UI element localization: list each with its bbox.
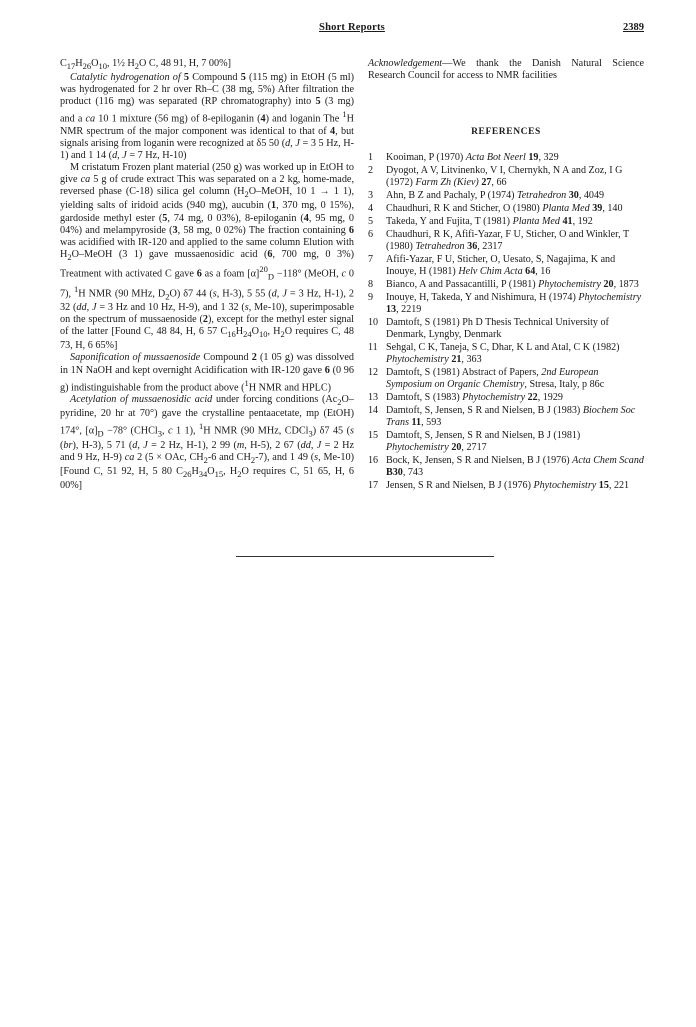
body-paragraph: $C_{17}H_{26}O_{10}$, 1½ $H_2O$ C, 48 91, H, 7 00%] bbox=[60, 58, 231, 72]
reference-text: Jensen, S R and Nielsen, B J (1976) Phytochemistry 15, 221 bbox=[386, 480, 630, 492]
running-head: Short Reports bbox=[319, 22, 385, 33]
reference-text: Takeda, Y and Fujita, T (1981) Planta Med 41, 192 bbox=[386, 216, 593, 228]
reference-number: 11 bbox=[368, 342, 378, 354]
references-heading: REFERENCES bbox=[471, 127, 541, 138]
reference-item bbox=[368, 190, 644, 202]
reference-text: Bianco, A and Passacantilli, P (1981) Phytochemistry 20, 1873 bbox=[386, 279, 639, 291]
reference-item bbox=[368, 317, 644, 341]
reference-number: 12 bbox=[368, 367, 379, 379]
reference-item bbox=[368, 405, 644, 429]
reference-text: Damtoft, S, Jensen, S R and Nielsen, B J (1981) Phytochemistry 20, 2717 bbox=[386, 430, 581, 454]
reference-item bbox=[368, 342, 644, 366]
reference-item bbox=[368, 480, 644, 492]
body-paragraph: Saponification of mussaenoside Compound 2 (1 05 g) was dissolved in 1N NaOH and kept overnight Acidification with IR-120 gave 6 (0 96 g) indistinguishable from the product above ($^1$H NMR and HPLC) bbox=[60, 352, 354, 393]
reference-number: 1 bbox=[368, 152, 374, 164]
reference-item bbox=[368, 203, 644, 215]
reference-text: Bock, K, Jensen, S R and Nielsen, B J (1976) Acta Chem Scand B30, 743 bbox=[386, 455, 644, 479]
reference-text: Dyogot, A V, Litvinenko, V I, Chernykh, N A and Zoz, I G (1972) Farm Zh (Kiev) 27, 66 bbox=[386, 165, 623, 189]
reference-item bbox=[368, 229, 644, 253]
reference-item bbox=[368, 430, 644, 454]
reference-text: Chaudhuri, R K and Sticher, O (1980) Planta Med 39, 140 bbox=[386, 203, 623, 215]
body-paragraph: Catalytic hydrogenation of 5 Compound 5 (115 mg) in EtOH (5 ml) was hydrogenated for 2 hr over Rh–C (38 mg, 5%) After filtration the product (116 mg) was separated (RP chromatography) into 5 (3 mg) and a ca 10 1 mixture (56 mg) of 8-epiloganin (4) and loganin The $^1$H NMR spectrum of the major component was identical to that of 4, but signals arising from loganin were recognized at δ5 50 (d, J = 3 5 Hz, H-1) and 1 14 (d, J = 7 Hz, H-10) bbox=[60, 72, 355, 162]
reference-number: 8 bbox=[368, 279, 374, 291]
body-paragraph: Acetylation of mussaenosidic acid under forcing conditions ($Ac_2O$–pyridine, 20 hr at 70°) gave the crystalline pentaacetate, mp (EtOH) 174°, $[\alpha]_D -78^\circ$ (CHCl$_3$, c 1 1), $^1$H NMR (90 MHz, CDCl$_3$) δ7 45 (s (br), H-3), 5 71 (d, J = 2 Hz, H-1), 2 99 (m, H-5), 2 67 (dd, J = 2 Hz and 9 Hz, H-9) ca 2 (5 × OAc, $CH_2-6$ and $CH_2-7$), and 1 49 (s, Me-10) [Found C, 51 92, H, 5 80 $C_{26}H_{34}O_{15}$, $H_2O$ requires C, 51 65, H, 6 00%] bbox=[60, 394, 355, 492]
reference-number: 5 bbox=[368, 216, 374, 228]
reference-number: 14 bbox=[368, 405, 379, 417]
reference-item bbox=[368, 279, 644, 291]
reference-text: Damtoft, S (1983) Phytochemistry 22, 1929 bbox=[386, 392, 563, 404]
reference-number: 2 bbox=[368, 165, 374, 177]
reference-number: 15 bbox=[368, 430, 379, 442]
reference-number: 9 bbox=[368, 292, 374, 304]
reference-item bbox=[368, 165, 644, 189]
reference-number: 16 bbox=[368, 455, 379, 467]
reference-text: Chaudhuri, R K, Afifi-Yazar, F U, Sticher, O and Winkler, T (1980) Tetrahedron 36, 2317 bbox=[386, 229, 629, 253]
reference-item bbox=[368, 455, 644, 479]
reference-number: 13 bbox=[368, 392, 379, 404]
reference-number: 4 bbox=[368, 203, 374, 215]
reference-item bbox=[368, 216, 644, 228]
reference-text: Ahn, B Z and Pachaly, P (1974) Tetrahedron 30, 4049 bbox=[386, 190, 605, 202]
reference-text: Kooiman, P (1970) Acta Bot Neerl 19, 329 bbox=[386, 152, 559, 164]
reference-item bbox=[368, 254, 644, 278]
reference-item bbox=[368, 292, 644, 316]
acknowledgement: Acknowledgement—We thank the Danish Natural Science Research Council for access to NMR facilities bbox=[368, 58, 644, 82]
reference-text: Damtoft, S (1981) Ph D Thesis Technical University of Denmark, Lyngby, Denmark bbox=[386, 317, 609, 341]
end-rule bbox=[236, 556, 494, 557]
reference-text: Afifi-Yazar, F U, Sticher, O, Uesato, S, Nagajima, K and Inouye, H (1981) Helv Chim Acta 64, 16 bbox=[386, 254, 616, 278]
reference-item bbox=[368, 152, 644, 164]
left-column bbox=[60, 58, 354, 492]
body-paragraph: M cristatum Frozen plant material (250 g) was worked up in EtOH to give ca 5 g of crude extract This was separated on a 2 kg, home-made, reversed phase (C-18) silica gel column ($H_2O$–MeOH, 10 1 → 1 1), yielding salts of iridoid acids (940 mg), aucubin (1, 370 mg, 0 15%), gardoside methyl ester (5, 74 mg, 0 03%), 8-epiloganin (4, 95 mg, 0 04%) and melampyroside (3, 58 mg, 0 02%) The fraction containing 6 was acidified with IR-120 and applied to the same column Elution with $H_2O$–MeOH (3 1) gave mussaenosidic acid (6, 700 mg, 0 3%) Treatment with activated C gave 6 as a foam $[\alpha]^{20}_D -118^\circ$ (MeOH, c 0 7), $^1$H NMR (90 MHz, $D_2O$) δ7 44 (s, H-3), 5 55 (d, J = 3 Hz, H-1), 2 32 (dd, J = 3 Hz and 10 Hz, H-9), and 1 32 (s, Me-10), superimposable on the spectrum of mussaenoside (2), except for the methyl ester signal of the latter [Found C, 48 84, H, 6 57 $C_{16}H_{24}O_{10}$, $H_2O$ requires C, 48 73, H, 6 65%] bbox=[60, 162, 355, 352]
reference-number: 10 bbox=[368, 317, 379, 329]
reference-number: 17 bbox=[368, 480, 379, 492]
reference-number: 7 bbox=[368, 254, 374, 266]
reference-number: 6 bbox=[368, 229, 374, 241]
reference-text: Inouye, H, Takeda, Y and Nishimura, H (1974) Phytochemistry 13, 2219 bbox=[386, 292, 642, 316]
reference-text: Damtoft, S (1981) Abstract of Papers, 2nd European Symposium on Organic Chemistry, Stresa, Italy, p 86c bbox=[386, 367, 605, 391]
reference-text: Damtoft, S, Jensen, S R and Nielsen, B J (1983) Biochem Soc Trans 11, 593 bbox=[386, 405, 636, 429]
page-number: 2389 bbox=[623, 22, 644, 33]
reference-item bbox=[368, 367, 644, 391]
page-header bbox=[60, 22, 644, 42]
reference-list bbox=[368, 152, 644, 492]
reference-item bbox=[368, 392, 644, 404]
right-column bbox=[368, 58, 644, 493]
reference-text: Sehgal, C K, Taneja, S C, Dhar, K L and Atal, C K (1982) Phytochemistry 21, 363 bbox=[386, 342, 620, 366]
reference-number: 3 bbox=[368, 190, 374, 202]
